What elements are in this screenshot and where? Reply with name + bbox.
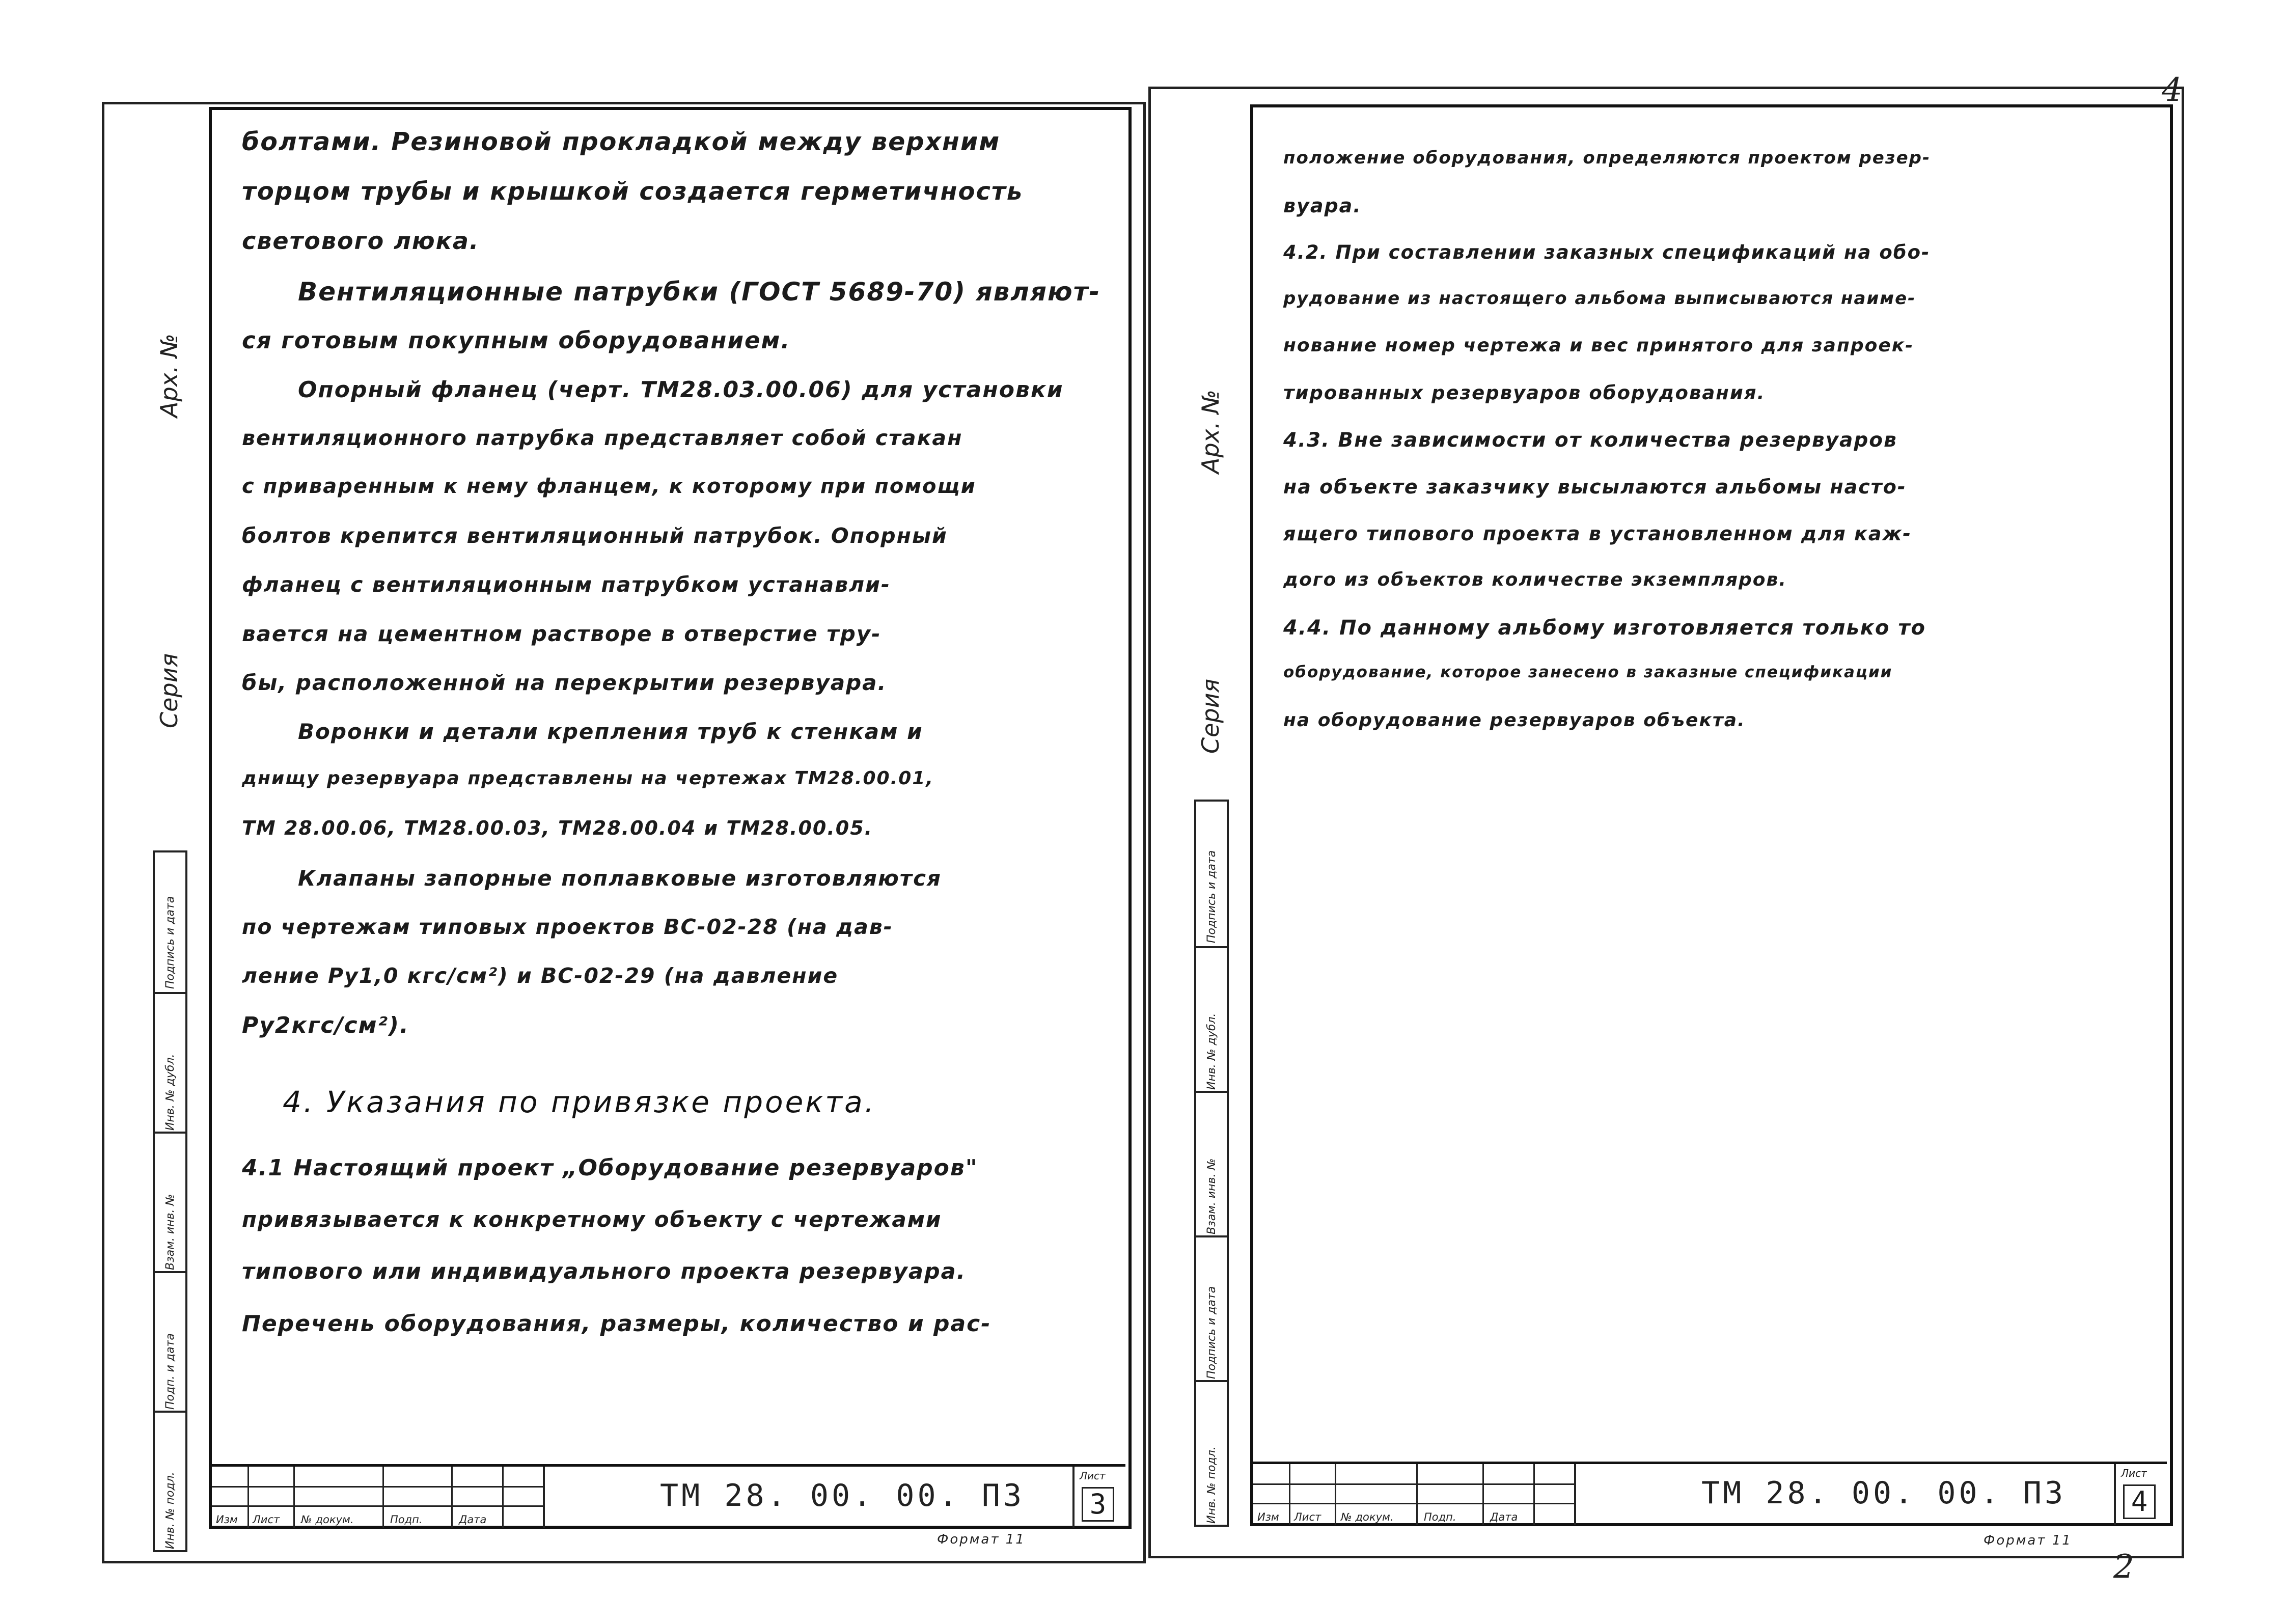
tb-header-signature: Подп.	[390, 1513, 423, 1526]
right-text-area	[1283, 148, 2159, 912]
left-sheet	[102, 87, 1146, 1563]
text-line: Опорный фланец (черт. ТМ28.03.00.06) для установки	[298, 377, 1064, 403]
right-side-cell: Подпись и дата	[1196, 1235, 1227, 1382]
tb-header-signature: Подп.	[1424, 1511, 1456, 1523]
text-line: вентиляционного патрубка представляет собой стакан	[242, 426, 963, 450]
right-side-column	[1148, 87, 1250, 1553]
text-line: с приваренным к нему фланцем, к которому при помощи	[242, 475, 976, 498]
left-format-label: Формат 11	[937, 1532, 1026, 1547]
left-sheet-label: Лист	[1080, 1470, 1106, 1482]
section-heading: 4. Указания по привязке проекта.	[283, 1085, 876, 1119]
text-line: дого из объектов количестве экземпляров.	[1283, 569, 1787, 590]
text-line: положение оборудования, определяются проектом резер-	[1283, 148, 1931, 168]
tb-header-change: Изм	[216, 1513, 238, 1526]
left-title-grid	[212, 1467, 543, 1528]
left-side-stamp-table	[153, 850, 187, 1552]
text-line: типового или индивидуального проекта резервуара.	[242, 1259, 967, 1284]
tb-header-sheet: Лист	[253, 1513, 280, 1526]
left-side-column	[102, 102, 209, 1558]
right-sheet-number: 4	[2123, 1484, 2156, 1519]
text-line: 4.1 Настоящий проект „Оборудование резервуаров"	[242, 1155, 978, 1181]
text-line: болтов крепится вентиляционный патрубок. Опорный	[242, 524, 948, 548]
text-line: фланец с вентиляционным патрубком устанавли-	[242, 572, 891, 597]
text-line: рудование из настоящего альбома выписываются наиме-	[1283, 288, 1916, 309]
right-document-code: ТМ 28. 00. 00. ПЗ	[1701, 1475, 2067, 1511]
left-sheet-number-box	[1072, 1467, 1127, 1528]
right-title-block	[1253, 1462, 2167, 1525]
text-line: торцом трубы и крышкой создается герметичность	[242, 177, 1024, 206]
text-line: на объекте заказчику высылаются альбомы насто-	[1283, 476, 1907, 498]
right-format-label: Формат 11	[1984, 1533, 2072, 1548]
right-title-grid	[1253, 1464, 1574, 1525]
tb-header-sheet: Лист	[1294, 1511, 1321, 1523]
left-arch-no-label: Арх. №	[155, 334, 183, 418]
text-line: бы, расположенной на перекрытии резервуара.	[242, 670, 887, 695]
tb-header-date: Дата	[1490, 1511, 1518, 1523]
text-line: Клапаны запорные поплавковые изготовляются	[298, 866, 942, 891]
text-line: на оборудование резервуаров объекта.	[1283, 710, 1746, 731]
right-side-cell: Инв. № подл.	[1196, 1380, 1227, 1527]
right-series-label: Серия	[1197, 678, 1224, 754]
tb-header-change: Изм	[1257, 1511, 1279, 1523]
right-sheet	[1148, 87, 2184, 1563]
left-title-block	[212, 1464, 1125, 1528]
left-side-cell: Подпись и дата	[164, 896, 177, 989]
left-sheet-number: 3	[1082, 1487, 1114, 1522]
text-line: Воронки и детали крепления труб к стенкам и	[298, 719, 923, 744]
right-side-cell: Взам. инв. №	[1196, 1091, 1227, 1237]
text-line: ТМ 28.00.06, ТМ28.00.03, ТМ28.00.04 и ТМ28.00.05.	[242, 817, 873, 839]
text-line: 4.4. По данному альбому изготовляется только то	[1283, 616, 1926, 640]
left-series-label: Серия	[155, 653, 183, 728]
right-side-stamp-table	[1194, 800, 1229, 1527]
left-text-area	[242, 127, 1118, 1451]
text-line: Вентиляционные патрубки (ГОСТ 5689-70) являют-	[298, 277, 1101, 307]
text-line: 4.2. При составлении заказных спецификаций на обо-	[1283, 241, 1931, 263]
text-line: болтами. Резиновой прокладкой между верхним	[242, 127, 1001, 156]
right-sheet-label: Лист	[2121, 1467, 2147, 1479]
tb-header-date: Дата	[459, 1513, 487, 1526]
text-line: ление Ру1,0 кгс/см²) и ВС-02-29 (на давление	[242, 964, 839, 988]
right-side-cell: Подпись и дата	[1205, 850, 1218, 943]
text-line: 4.3. Вне зависимости от количества резервуаров	[1283, 429, 1897, 452]
text-line: Перечень оборудования, размеры, количество и рас-	[242, 1311, 991, 1337]
text-line: нование номер чертежа и вес принятого для запроек-	[1283, 335, 1914, 356]
handwritten-page-number-top: 4	[2162, 71, 2183, 109]
left-side-cell: Инв. № подл.	[155, 1411, 185, 1552]
text-line: вается на цементном растворе в отверстие тру-	[242, 621, 882, 646]
text-line: Ру2кгс/см²).	[242, 1012, 409, 1038]
text-line: оборудование, которое занесено в заказные спецификации	[1283, 663, 1893, 681]
text-line: тированных резервуаров оборудования.	[1283, 382, 1766, 404]
text-line: ящего типового проекта в установленном для каж-	[1283, 522, 1912, 545]
left-document-code: ТМ 28. 00. 00. ПЗ	[660, 1478, 1025, 1513]
text-line: привязывается к конкретному объекту с чертежами	[242, 1207, 942, 1232]
left-side-cell: Инв. № дубл.	[155, 992, 185, 1134]
left-side-cell: Подп. и дата	[155, 1271, 185, 1413]
text-line: по чертежам типовых проектов ВС-02-28 (на дав-	[242, 915, 893, 939]
text-line: днищу резервуара представлены на чертежах ТМ28.00.01,	[242, 768, 934, 789]
text-line: ся готовым покупным оборудованием.	[242, 327, 791, 354]
left-side-cell: Взам. инв. №	[155, 1132, 185, 1273]
tb-header-doc-no: № докум.	[1341, 1511, 1394, 1523]
right-sheet-number-box	[2114, 1464, 2169, 1525]
right-arch-no-label: Арх. №	[1197, 390, 1224, 474]
handwritten-page-number-bottom: 2	[2113, 1548, 2134, 1586]
tb-header-doc-no: № докум.	[301, 1513, 354, 1526]
text-line: светового люка.	[242, 227, 480, 255]
text-line: вуара.	[1283, 195, 1362, 217]
right-side-cell: Инв. № дубл.	[1196, 946, 1227, 1093]
